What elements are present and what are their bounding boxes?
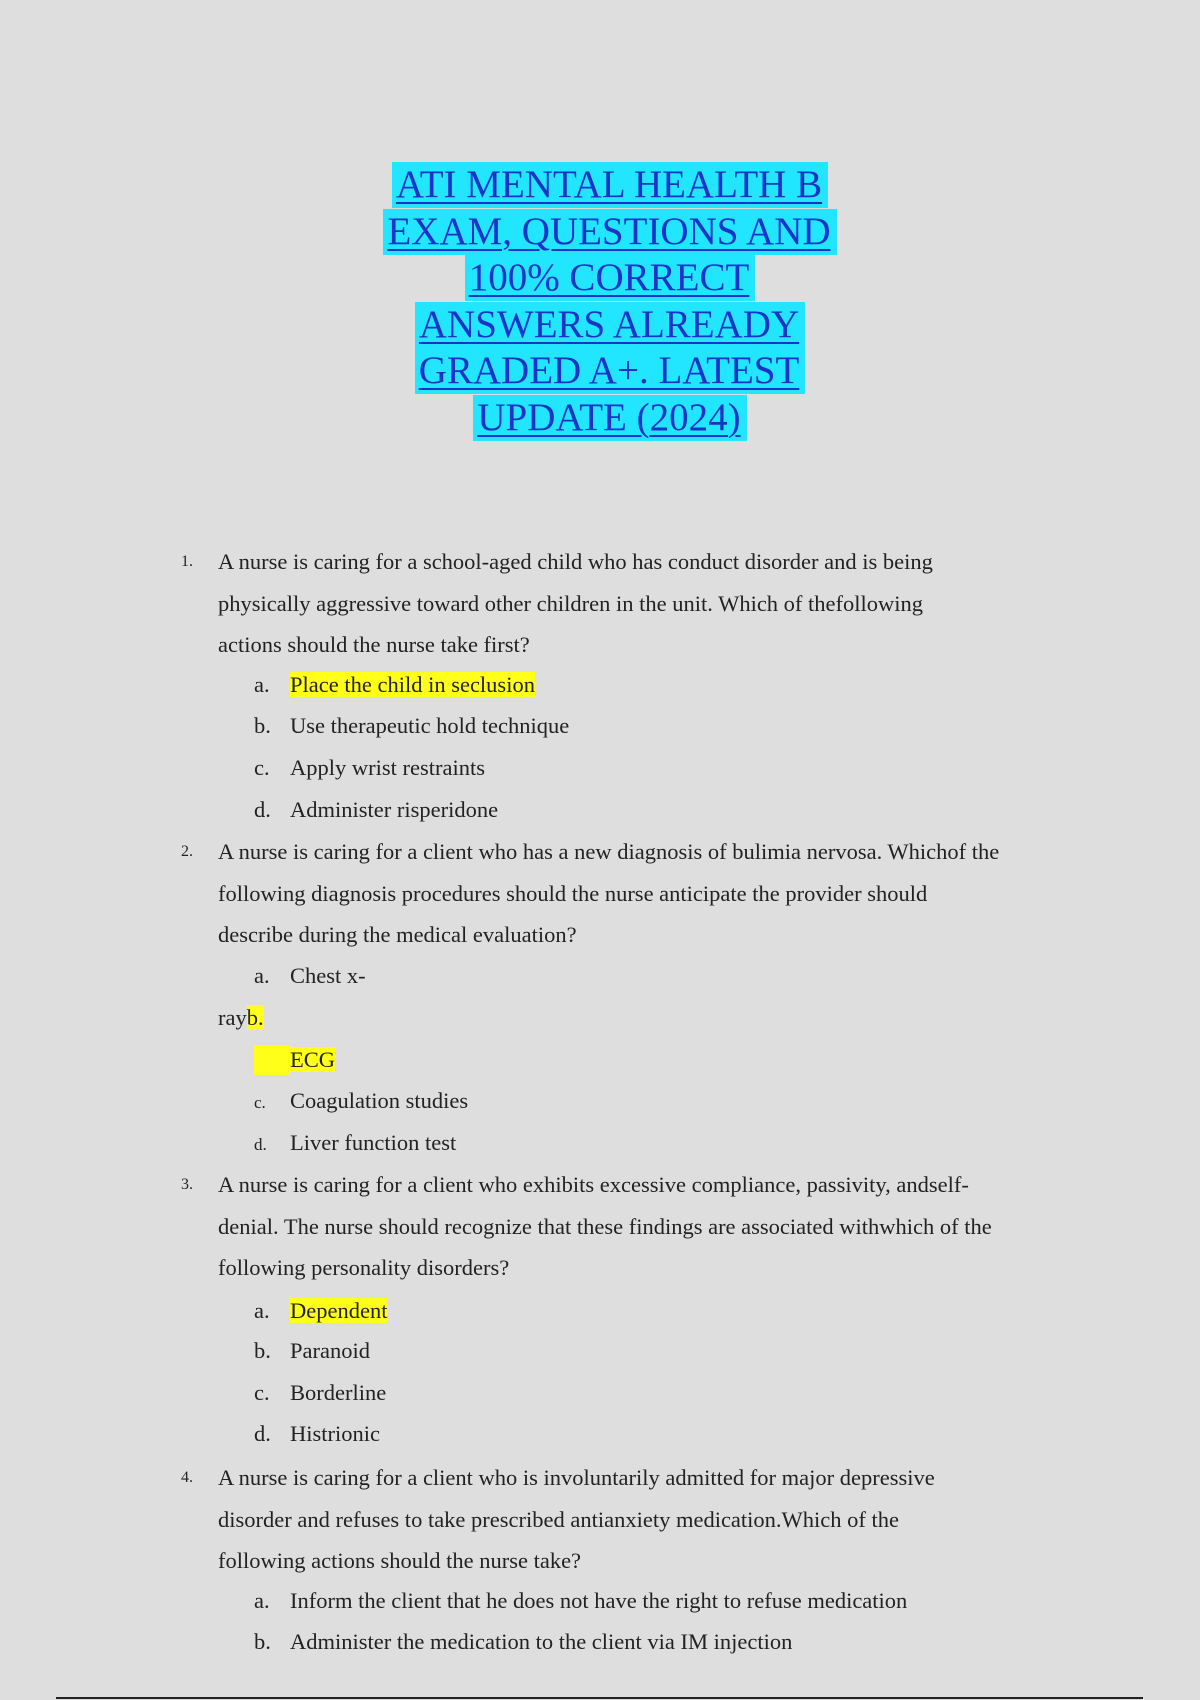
option-letter-correct	[254, 1045, 290, 1075]
option-text: Use therapeutic hold technique	[290, 713, 570, 738]
option-text: ray	[218, 1005, 247, 1030]
option-3c	[254, 1378, 386, 1408]
option-letter: c.	[254, 755, 270, 780]
option-text: Administer risperidone	[290, 797, 499, 822]
question-line: denial. The nurse should recognize that these findings are associated withwhich of the	[218, 1213, 992, 1239]
question-line: following diagnosis procedures should the nurse anticipate the provider should	[218, 880, 928, 906]
page-bottom-rule	[56, 1697, 1143, 1699]
option-letter: c.	[254, 1093, 266, 1112]
question-number: 2.	[181, 843, 193, 860]
option-1d	[254, 795, 498, 825]
question-text	[218, 541, 1058, 666]
option-2b	[254, 1045, 335, 1075]
option-3a	[254, 1296, 387, 1326]
option-2d	[254, 1128, 456, 1160]
option-2-wrap	[218, 1003, 264, 1033]
option-text: Paranoid	[290, 1338, 370, 1363]
option-text: Administer the medication to the client via IM injection	[290, 1629, 793, 1654]
option-letter: b.	[254, 1338, 271, 1363]
question-line: describe during the medical evaluation?	[218, 922, 577, 947]
option-letter: d.	[254, 1135, 267, 1154]
title-line: EXAM, QUESTIONS AND	[383, 209, 836, 255]
title-line: ANSWERS ALREADY	[415, 302, 805, 348]
option-text: Borderline	[290, 1380, 387, 1405]
option-letter: a.	[254, 672, 270, 697]
option-letter: b.	[254, 713, 271, 738]
option-text: Histrionic	[290, 1421, 380, 1446]
option-text-correct: ECG	[290, 1047, 335, 1072]
question-line: A nurse is caring for a school-aged child who has conduct disorder and is being	[218, 549, 933, 574]
question-line: actions should the nurse take first?	[218, 632, 530, 657]
option-letter: a.	[254, 1588, 270, 1613]
option-letter: a.	[254, 1298, 270, 1323]
option-letter: a.	[254, 963, 270, 988]
title-line: ATI MENTAL HEALTH B	[392, 162, 828, 208]
option-4a	[254, 1586, 907, 1616]
question-number: 4.	[181, 1469, 193, 1486]
option-text: Inform the client that he does not have the right to refuse medication	[290, 1588, 908, 1613]
question-line: physically aggressive toward other children in the unit. Which of thefollowing	[218, 590, 924, 616]
option-1c	[254, 753, 485, 783]
option-letter: d.	[254, 797, 271, 822]
question-text	[218, 1164, 1058, 1289]
option-2a	[254, 961, 366, 991]
question-line: disorder and refuses to take prescribed antianxiety medication.Which of the	[218, 1506, 899, 1532]
question-line: A nurse is caring for a client who exhibits excessive compliance, passivity, andself-	[218, 1172, 969, 1197]
option-2c	[254, 1086, 468, 1118]
question-line: following actions should the nurse take?	[218, 1548, 582, 1573]
option-letter: d.	[254, 1421, 271, 1446]
option-text: Chest x-	[290, 963, 366, 988]
option-text: Coagulation studies	[290, 1088, 469, 1113]
option-1b	[254, 711, 569, 741]
question-line: A nurse is caring for a client who has a new diagnosis of bulimia nervosa. Whichof the	[218, 839, 1000, 864]
option-letter: c.	[254, 1380, 270, 1405]
question-line: A nurse is caring for a client who is involuntarily admitted for major depressive	[218, 1465, 935, 1490]
option-text-correct: Dependent	[290, 1298, 388, 1323]
option-3d	[254, 1419, 380, 1449]
question-text	[218, 831, 1058, 956]
question-text	[218, 1457, 1058, 1582]
question-line: following personality disorders?	[218, 1255, 510, 1280]
option-text: Apply wrist restraints	[290, 755, 485, 780]
question-number: 3.	[181, 1176, 193, 1193]
option-3b	[254, 1336, 370, 1366]
title-line: UPDATE (2024)	[473, 395, 746, 441]
option-text: Liver function test	[290, 1130, 457, 1155]
option-letter: b.	[254, 1629, 271, 1654]
question-number: 1.	[181, 553, 193, 570]
option-4b	[254, 1627, 792, 1657]
document-title	[0, 162, 1200, 441]
option-text-correct: Place the child in seclusion	[290, 672, 535, 697]
option-letter-correct: b.	[246, 1005, 264, 1030]
option-1a	[254, 670, 535, 700]
title-line: 100% CORRECT	[465, 255, 756, 301]
title-line: GRADED A+. LATEST	[415, 348, 806, 394]
